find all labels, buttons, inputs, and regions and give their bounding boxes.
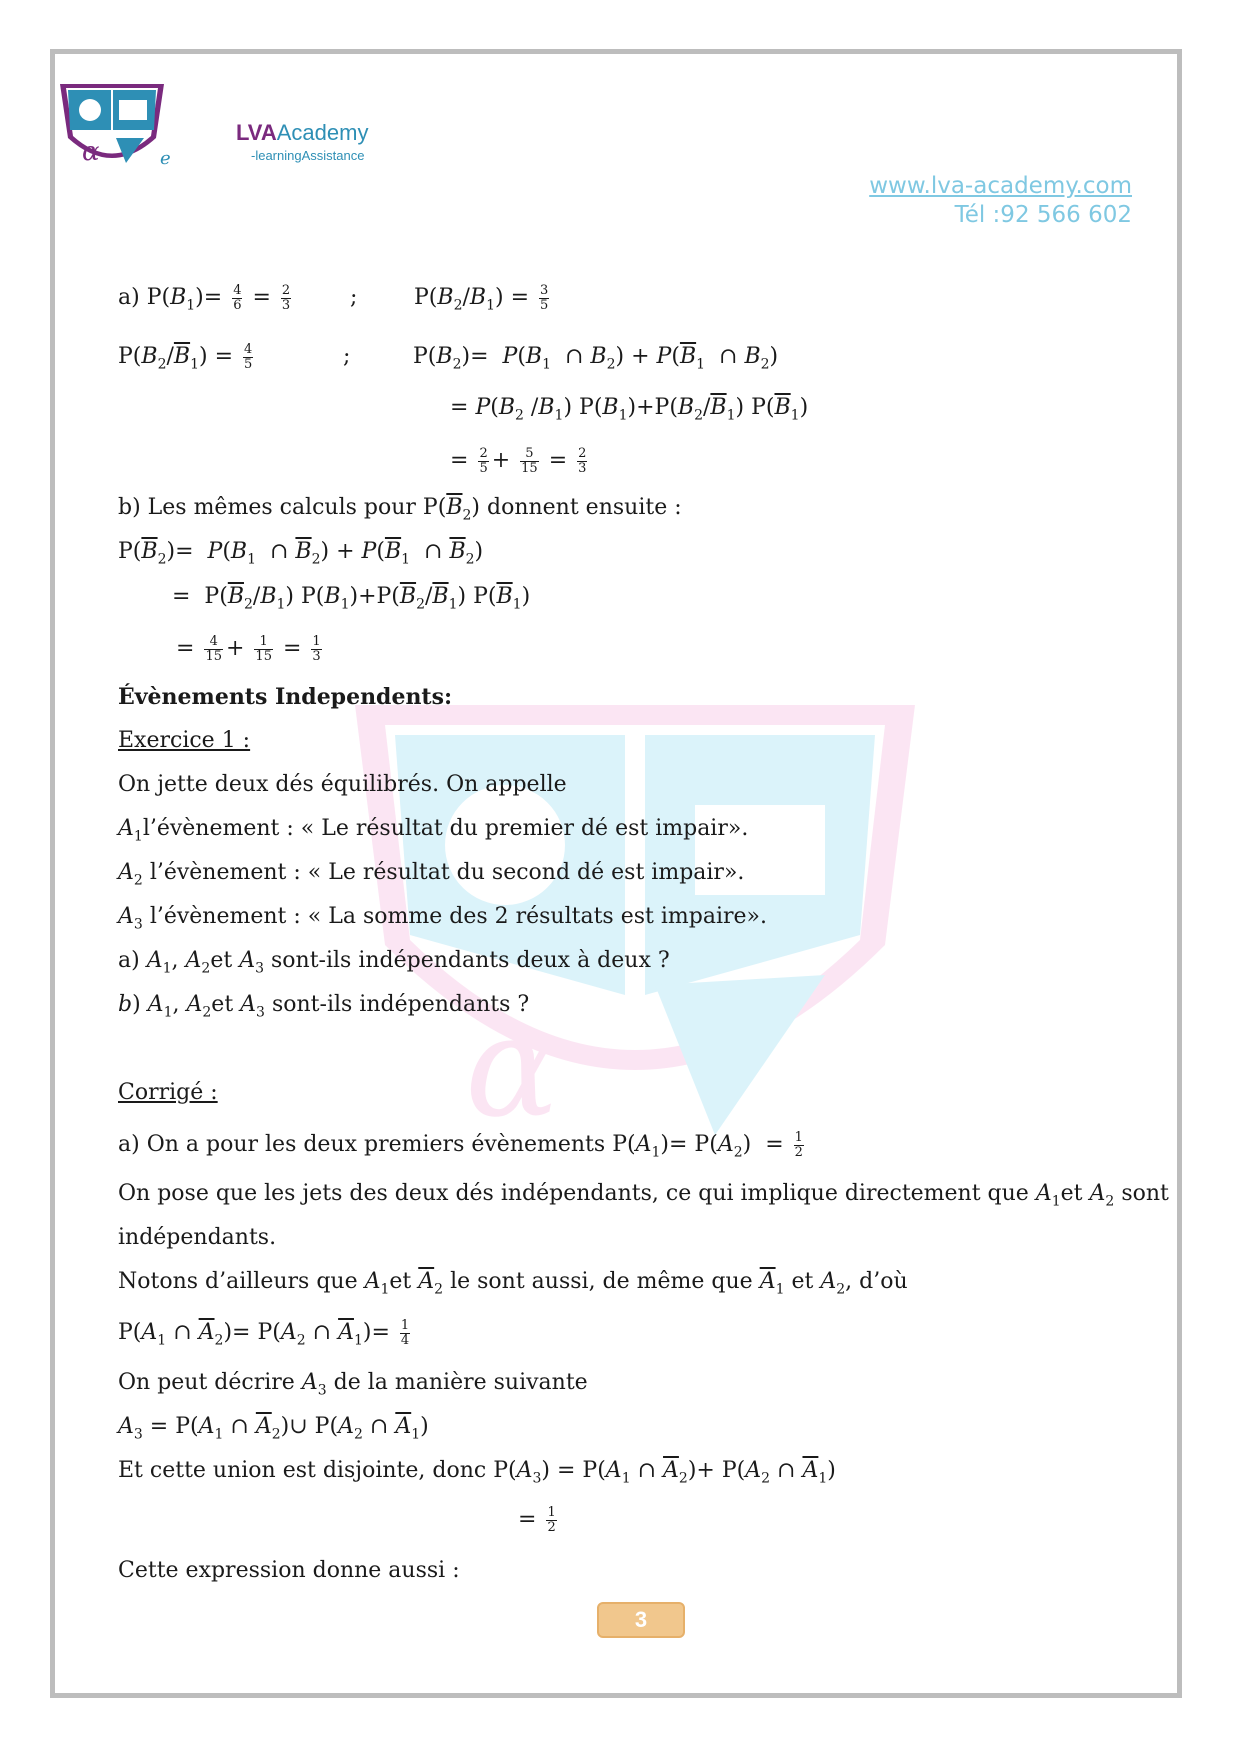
eq-pb1: a) $P(B_1)=$ $\frac{4}{6}$ = $\frac{2}{3}$ (118, 282, 291, 314)
decrire-line: On peut décrire $A_3$ de la manière suivante (118, 1370, 588, 1399)
svg-text:α: α (465, 986, 560, 1149)
indep-line: On pose que les jets des deux dés indépendants, ce qui implique directement que $A_1et$ $A_2$ sont (118, 1181, 1169, 1210)
exercise-title: Exercice 1 : (118, 728, 251, 753)
indep-word: indépendants. (118, 1225, 277, 1250)
exercise-intro: On jette deux dés équilibrés. On appelle (118, 772, 567, 797)
eq-a3-union: $A_3 = P(A_1$ ∩ $\overline{A}_2)\cup$ $P(A_2$ ∩ $\overline{A}_1$) (118, 1414, 429, 1443)
watermark-logo (355, 695, 915, 1185)
phone-number: Tél :92 566 602 (954, 202, 1132, 228)
eq-pb2-given-notb1: $P(B_2/\overline{B}_1)$ = $\frac{4}{5}$ (118, 341, 253, 373)
lva-academy-logo (56, 78, 168, 178)
union-line: Et cette union est disjointe, donc $P(A_3) = P(A_1$ ∩ $\overline{A}_2)+ P(A_2$ ∩ $\overline{A}_1$) (118, 1458, 836, 1487)
eq-intersections: $P(A_1$ ∩ $\overline{A}_2)= P(A_2$ ∩ $\overline{A}_1)=$ $\frac{1}{4}$ (118, 1317, 410, 1349)
question-a: a) $A_1$, $A_2et$ $A_3$ sont-ils indépendants deux à deux ? (118, 948, 670, 977)
eq-pa3-result: = $\frac{1}{2}$ (518, 1504, 556, 1535)
semicolon-1: ; (350, 285, 358, 310)
eq-pb2-expand: = $P(B_2$ $/B_1$) $P(B_1)+P(B_2/\overline{B}_1)$ $P(\overline{B}_1)$ (450, 395, 809, 424)
event-a3: $A_3$ l’évènement : « La somme des 2 résultats est impaire». (118, 904, 767, 933)
corr-a-line: a) On a pour les deux premiers évènements $P(A_1)= P(A_2)$ = $\frac{1}{2}$ (118, 1129, 803, 1161)
event-a2: $A_2$ l’évènement : « Le résultat du second dé est impair». (118, 860, 745, 889)
brand-block (236, 120, 368, 163)
cette-expression: Cette expression donne aussi : (118, 1558, 460, 1583)
eq-pnotb2-result: = $\frac{4}{15}$ + $\frac{1}{15}$ = $\frac{1}{3}$ (176, 633, 321, 664)
eq-pb2-result: = $\frac{2}{5}$ + $\frac{5}{15}$ = $\frac{2}{3}$ (450, 445, 587, 476)
contact-block (869, 172, 1132, 230)
question-b: b) $A_1$, $A_2et$ $A_3$ sont-ils indépendants ? (118, 992, 530, 1021)
eq-pb2-total: $P(B_2)= P(B_1$ ∩ $B_2) + P(\overline{B}_1$ ∩ $B_2$) (413, 344, 779, 373)
semicolon-2: ; (343, 344, 351, 369)
website-link[interactable]: www.lva-academy.com (869, 173, 1132, 199)
eq-pnotb2-expand: = $P(\overline{B}_2/B_1)$ $P(B_1)+P(\overline{B}_2/\overline{B}_1)$ $P(\overline{B}_1)$ (172, 584, 531, 613)
svg-text:α: α (82, 137, 100, 167)
corrige-title: Corrigé : (118, 1080, 218, 1105)
part-b-intro: b) Les mêmes calculs pour $P(\overline{B}_2)$ donnent ensuite : (118, 495, 682, 524)
page-number-badge: 3 (597, 1602, 685, 1638)
notons-line: Notons d’ailleurs que $A_1et$ $\overline{A}_2$ le sont aussi, de même que $\overline{A}_1$ et $A_2$, d’où (118, 1269, 908, 1298)
brand-tagline: -learningAssistance (251, 148, 365, 163)
brand-name: LVAAcademy (236, 120, 369, 145)
eq-pnotb2-total: $P(\overline{B}_2)= P(B_1$ ∩ $\overline{B}_2) + P(\overline{B}_1$ ∩ $\overline{B}_2$) (118, 539, 484, 568)
eq-pb2-given-b1: $P(B_2/B_1)$ = $\frac{3}{5}$ (414, 282, 549, 314)
section-heading: Évènements Independents: (118, 684, 453, 710)
logo-e-glyph: e (160, 148, 171, 169)
event-a1: $A_1l’évènement$ : « Le résultat du premier dé est impair». (118, 816, 749, 845)
